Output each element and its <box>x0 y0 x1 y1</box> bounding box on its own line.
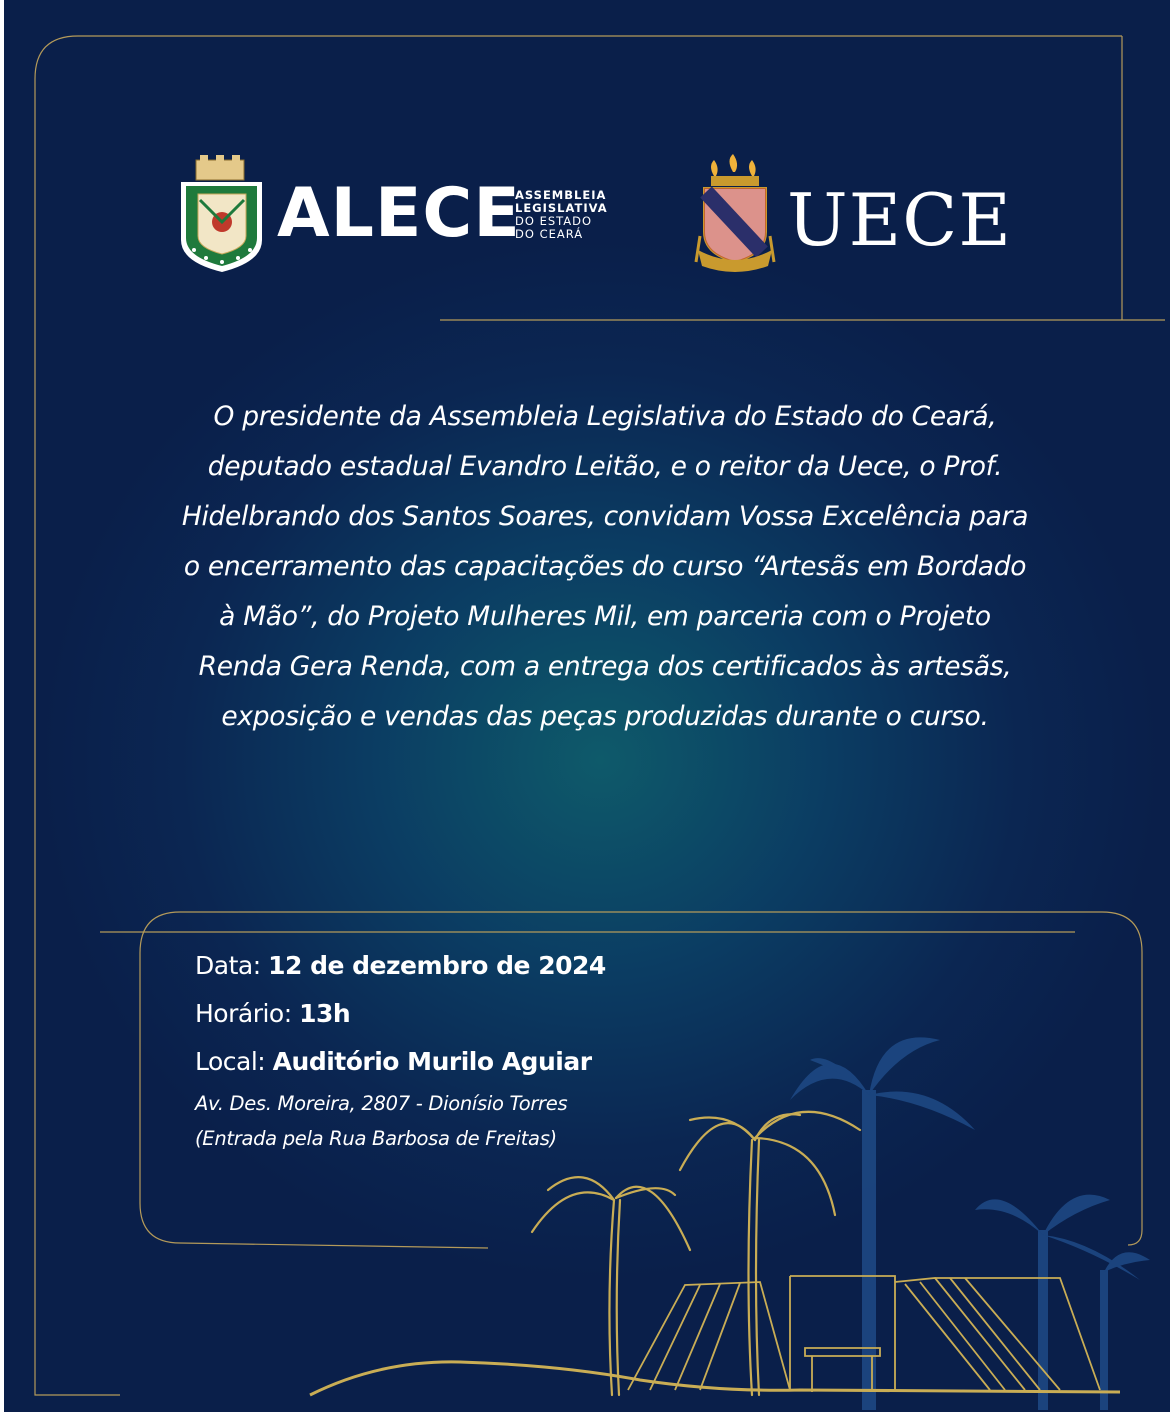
date-value: 12 de dezembro de 2024 <box>268 951 606 980</box>
invitation-line: o encerramento das capacitações do curso “Artesãs em Bordado <box>183 551 1027 582</box>
place-label: Local: <box>195 1047 266 1076</box>
date-row <box>195 942 755 990</box>
address-line-1: Av. Des. Moreira, 2807 - Dionísio Torres <box>195 1092 568 1115</box>
invitation-line: deputado estadual Evandro Leitão, e o reitor da Uece, o Prof. <box>207 451 1003 482</box>
invitation-line: Hidelbrando dos Santos Soares, convidam Vossa Excelência para <box>181 501 1029 532</box>
date-label: Data: <box>195 951 261 980</box>
event-details <box>195 942 755 1156</box>
address-line-2: (Entrada pela Rua Barbosa de Freitas) <box>195 1127 557 1150</box>
alece-sub-line3: DO ESTADO <box>515 214 593 228</box>
place-row <box>195 1038 755 1086</box>
time-value: 13h <box>299 999 351 1028</box>
alece-sub-line4: DO CEARÁ <box>515 227 584 241</box>
time-row <box>195 990 755 1038</box>
place-value: Auditório Murilo Aguiar <box>272 1047 592 1076</box>
invitation-line: exposição e vendas das peças produzidas durante o curso. <box>221 701 989 732</box>
alece-logo-word: ALECE <box>277 174 521 253</box>
invitation-line: O presidente da Assembleia Legislativa do Estado do Ceará, <box>213 401 997 432</box>
time-label: Horário: <box>195 999 292 1028</box>
uece-logo-word: UECE <box>787 178 1012 262</box>
invitation-line: Renda Gera Renda, com a entrega dos certificados às artesãs, <box>198 651 1012 682</box>
alece-sub-line1: ASSEMBLEIA <box>515 188 607 202</box>
alece-sub-line2: LEGISLATIVA <box>515 201 608 215</box>
invitation-line: à Mão”, do Projeto Mulheres Mil, em parceria com o Projeto <box>219 601 991 632</box>
